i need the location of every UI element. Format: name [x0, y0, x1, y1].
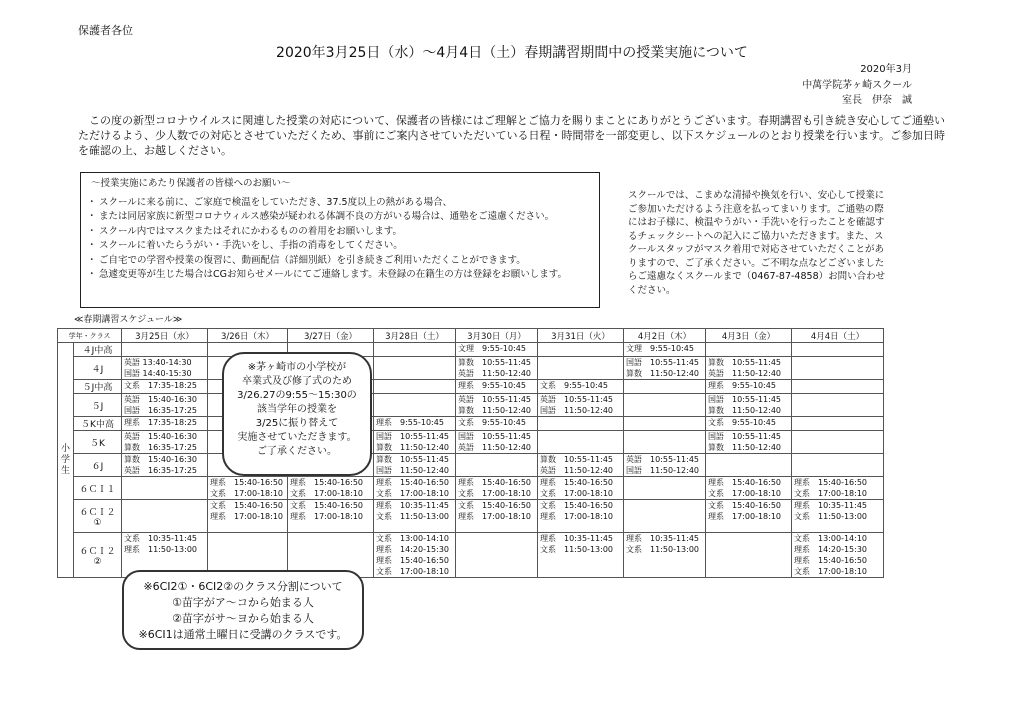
table-row [58, 500, 884, 533]
table-cell [374, 477, 456, 500]
lesson-entry: 文系 17:00-18:10 [540, 489, 614, 498]
lesson-entry: 国語 16:35-17:25 [124, 406, 198, 415]
table-header: 3/26日（木） [208, 329, 288, 343]
table-cell [122, 431, 208, 454]
grade-cell: ４J [74, 357, 122, 380]
table-cell [374, 357, 456, 380]
table-cell [374, 394, 456, 417]
lesson-entry: 文系 17:00-18:10 [290, 489, 364, 498]
lesson-entry: 国語 10:55-11:45 [626, 358, 700, 367]
schedule-label: ≪春期講習スケジュール≫ [74, 315, 183, 325]
table-cell [792, 500, 884, 533]
table-cell [792, 394, 884, 417]
table-cell [624, 533, 706, 578]
intro-paragraph: この度の新型コロナウイルスに関連した授業の対応について、保護者の皆様にはご理解とご協力を賜りまことにありがとうございます。春期講習も引き続き安心してご通塾いただけるよう、少人数での対応とさせていただくため、事前にご案内させていただいている日程・時間帯を一部変更し、以下スケジュールのとおり授業を行います。ご参加日時を確認の上、お越しください。 [78, 114, 946, 157]
lesson-entry: 理系 15:40-16:50 [540, 478, 614, 487]
lesson-entry: 理系 17:00-18:10 [708, 512, 782, 521]
lesson-entry: 英語 11:50-12:40 [458, 369, 532, 378]
lesson-entry: 文系 9:55-10:45 [458, 418, 526, 427]
table-cell [374, 417, 456, 431]
lesson-entry: 理系 9:55-10:45 [458, 381, 526, 390]
table-cell [706, 343, 792, 357]
table-cell [706, 394, 792, 417]
lesson-entry: 英語 11:50-12:40 [540, 466, 614, 475]
lesson-entry: 英語 11:50-12:40 [458, 443, 532, 452]
table-cell [456, 417, 538, 431]
table-cell [456, 477, 538, 500]
table-cell [706, 380, 792, 394]
lesson-entry: 英語 10:55-11:45 [458, 395, 532, 404]
lesson-entry: 理系 15:40-16:50 [376, 478, 450, 487]
table-cell [208, 477, 288, 500]
table-cell [456, 533, 538, 578]
lesson-entry: 文系 9:55-10:45 [540, 381, 608, 390]
lesson-entry: 国語 11:50-12:40 [376, 466, 450, 475]
callout-bubble-bottom [122, 570, 364, 650]
table-cell [706, 417, 792, 431]
lesson-entry: 文系 13:00-14:10 [376, 534, 450, 543]
table-cell [374, 454, 456, 477]
lesson-entry: 文系 11:50-13:00 [376, 512, 450, 521]
lesson-entry: 英語 15:40-16:30 [124, 432, 198, 441]
table-header: 3月28日（土） [374, 329, 456, 343]
notice-box [80, 172, 600, 308]
lesson-entry: 文理 9:55-10:45 [626, 344, 694, 353]
lesson-entry: 国語 10:55-11:45 [708, 432, 782, 441]
lesson-entry: 文系 9:55-10:45 [708, 418, 776, 427]
table-header-row [58, 329, 884, 343]
table-cell [122, 357, 208, 380]
table-cell [122, 454, 208, 477]
table-header: 4月3日（金） [706, 329, 792, 343]
lesson-entry: 英語 13:40-14:30 [124, 358, 192, 367]
table-cell [624, 357, 706, 380]
lesson-entry: 文系 15:40-16:50 [708, 501, 782, 510]
table-cell [624, 380, 706, 394]
table-cell [456, 343, 538, 357]
lesson-entry: 理系 15:40-16:50 [708, 478, 782, 487]
lesson-entry: 国語 10:55-11:45 [708, 395, 782, 404]
lesson-entry: 理系 9:55-10:45 [708, 381, 776, 390]
table-header: 3月31日（火） [538, 329, 624, 343]
lesson-entry: 文系 11:50-13:00 [626, 545, 700, 554]
grade-cell: ６ＣＩ１ [74, 477, 122, 500]
page-title: 2020年3月25日（水）～4月4日（土）春期講習期間中の授業実施について [276, 45, 748, 61]
table-cell [792, 454, 884, 477]
table-cell [792, 533, 884, 578]
table-cell [538, 357, 624, 380]
lesson-entry: 理系 15:40-16:50 [290, 478, 364, 487]
callout-line: ※6CI2①・6CI2②のクラス分割について [143, 580, 343, 593]
lesson-entry: 英語 15:40-16:30 [124, 395, 198, 404]
table-row [58, 380, 884, 394]
grade-cell: ５J [74, 394, 122, 417]
table-cell [122, 477, 208, 500]
notice-item: ・ スクールに着いたらうがい・手洗いをし、手指の消毒をしてください。 [89, 239, 591, 254]
lesson-entry: 文系 17:00-18:10 [376, 567, 450, 576]
table-cell [122, 343, 208, 357]
table-cell [374, 533, 456, 578]
table-cell [538, 343, 624, 357]
lesson-entry: 理系 15:40-16:50 [794, 478, 868, 487]
table-header: 学年・クラス [58, 329, 122, 343]
lesson-entry: 理系 14:20-15:30 [376, 545, 450, 554]
lesson-entry: 算数 10:55-11:45 [708, 358, 782, 367]
table-cell [288, 477, 374, 500]
lesson-entry: 理系 17:35-18:25 [124, 418, 198, 427]
table-cell [456, 431, 538, 454]
lesson-entry: 英語 11:50-12:40 [708, 369, 782, 378]
table-cell [538, 431, 624, 454]
lesson-entry: 理系 9:55-10:45 [376, 418, 444, 427]
lesson-entry: 算数 11:50-12:40 [626, 369, 700, 378]
table-cell [122, 500, 208, 533]
schedule-table [57, 328, 884, 578]
table-cell [706, 477, 792, 500]
notice-item: ・ ご自宅での学習や授業の復習に、動画配信（詳細別紙）を引き続きご利用いただくことができます。 [89, 254, 591, 269]
grade-cell: ５J中高 [74, 380, 122, 394]
table-header: 3月30日（月） [456, 329, 538, 343]
lesson-entry: 算数 10:55-11:45 [458, 358, 532, 367]
right-note: スクールでは、こまめな清掃や換気を行い、安心して授業にご参加いただけるよう注意を払ってまいります。ご通塾の際にはお子様に、検温やうがい・手洗いを行ったことを確認するチェックシートへの記入にご協力いただきます。また、スクールスタッフがマスク着用で対応させていただくことがありますので、ご了承ください。ご不明な点などございましたらご遠慮なくスクールまで（0467-87-4858）お問い合わせください。 [628, 190, 886, 296]
table-row [58, 343, 884, 357]
table-cell [792, 357, 884, 380]
callout-line: ①苗字がア～コから始まる人 [172, 596, 314, 609]
grade-cell: ５K中高 [74, 417, 122, 431]
lesson-entry: 文系 15:40-16:50 [540, 501, 614, 510]
table-cell [792, 417, 884, 431]
table-row [58, 357, 884, 380]
table-cell [288, 500, 374, 533]
grade-cell: ４J中高 [74, 343, 122, 357]
callout-line: 3/26.27の9:55～15:30の [237, 390, 357, 401]
lesson-entry: 理系 15:40-16:50 [794, 556, 868, 565]
notice-item: ・ スクールに来る前に、ご家庭で検温をしていただき、37.5度以上の熱がある場合、 [89, 196, 591, 211]
table-cell [456, 357, 538, 380]
lesson-entry: 算数 11:50-12:40 [458, 406, 532, 415]
table-cell [706, 357, 792, 380]
grade-cell: ６J [74, 454, 122, 477]
table-cell [122, 380, 208, 394]
notice-item: ・ 急遽変更等が生じた場合はCGお知らせメールにてご連絡します。未登録の在籍生の方は登録をお願いします。 [89, 268, 591, 283]
table-header: 4月4日（土） [792, 329, 884, 343]
table-header: 3月25日（水） [122, 329, 208, 343]
lesson-entry: 文系 17:35-18:25 [124, 381, 198, 390]
table-cell [538, 394, 624, 417]
table-row [58, 477, 884, 500]
lesson-entry: 理系 10:35-11:45 [376, 501, 450, 510]
signer-name: 室長 伊奈 誠 [842, 95, 912, 106]
table-cell [792, 380, 884, 394]
table-cell [208, 500, 288, 533]
lesson-entry: 文系 15:40-16:50 [210, 501, 284, 510]
callout-line: ②苗字がサ～ヨから始まる人 [172, 612, 314, 625]
lesson-entry: 算数 10:55-11:45 [376, 455, 450, 464]
table-cell [538, 417, 624, 431]
grade-cell: ６ＣＩ２ ② [74, 533, 122, 578]
notice-item: ・ スクール内ではマスクまたはそれにかわるものの着用をお願いします。 [89, 225, 591, 240]
lesson-entry: 文系 17:00-18:10 [794, 567, 868, 576]
lesson-entry: 算数 11:50-12:40 [708, 443, 782, 452]
table-row [58, 394, 884, 417]
lesson-entry: 文理 9:55-10:45 [458, 344, 526, 353]
table-cell [624, 477, 706, 500]
lesson-entry: 文系 17:00-18:10 [794, 489, 868, 498]
lesson-entry: 算数 10:55-11:45 [540, 455, 614, 464]
lesson-entry: 理系 14:20-15:30 [794, 545, 868, 554]
table-cell [456, 454, 538, 477]
table-cell [624, 417, 706, 431]
table-cell [792, 477, 884, 500]
lesson-entry: 理系 17:00-18:10 [290, 512, 364, 521]
lesson-entry: 理系 15:40-16:50 [376, 556, 450, 565]
callout-line: 実施させていただきます。 [237, 432, 357, 443]
lesson-entry: 文系 10:35-11:45 [124, 534, 198, 543]
table-cell [624, 500, 706, 533]
lesson-entry: 理系 10:35-11:45 [540, 534, 614, 543]
table-cell [538, 454, 624, 477]
table-row [58, 431, 884, 454]
table-cell [456, 394, 538, 417]
lesson-entry: 文系 13:00-14:10 [794, 534, 868, 543]
callout-line: 3/25に振り替えて [255, 418, 339, 429]
table-cell [538, 380, 624, 394]
table-cell [122, 417, 208, 431]
table-cell [538, 477, 624, 500]
lesson-entry: 算数 15:40-16:30 [124, 455, 198, 464]
callout-line: 卒業式及び修了式のため [242, 376, 352, 387]
table-cell [538, 533, 624, 578]
table-cell [706, 533, 792, 578]
lesson-entry: 文系 17:00-18:10 [708, 489, 782, 498]
table-header: 4月2日（木） [624, 329, 706, 343]
grade-cell: ５K [74, 431, 122, 454]
lesson-entry: 英語 16:35-17:25 [124, 466, 198, 475]
grade-cell: ６ＣＩ２ ① [74, 500, 122, 533]
side-label: 小学生 [58, 343, 74, 578]
lesson-entry: 理系 15:40-16:50 [458, 478, 532, 487]
lesson-entry: 国語 11:50-12:40 [540, 406, 614, 415]
table-cell [456, 380, 538, 394]
table-row [58, 454, 884, 477]
callout-line: 該当学年の授業を [257, 404, 337, 415]
callout-line: ※6CI1は通常土曜日に受講のクラスです。 [138, 628, 348, 641]
lesson-entry: 算数 11:50-12:40 [376, 443, 450, 452]
lesson-entry: 文系 17:00-18:10 [458, 489, 532, 498]
notice-heading: ～授業実施にあたり保護者の皆様へのお願い～ [91, 178, 291, 189]
table-row [58, 417, 884, 431]
table-cell [706, 500, 792, 533]
table-header: 3/27日（金） [288, 329, 374, 343]
lesson-entry: 国語 10:55-11:45 [458, 432, 532, 441]
lesson-entry: 理系 17:00-18:10 [540, 512, 614, 521]
lesson-entry: 算数 16:35-17:25 [124, 443, 198, 452]
lesson-entry: 文系 15:40-16:50 [458, 501, 532, 510]
lesson-entry: 英語 10:55-11:45 [540, 395, 614, 404]
issue-date: 2020年3月 [860, 64, 912, 75]
table-cell [122, 394, 208, 417]
lesson-entry: 文系 11:50-13:00 [794, 512, 868, 521]
lesson-entry: 文系 17:00-18:10 [210, 489, 284, 498]
table-cell [374, 500, 456, 533]
table-cell [706, 454, 792, 477]
table-cell [374, 380, 456, 394]
organization-name: 中萬学院茅ヶ崎スクール [802, 80, 912, 91]
callout-line: ご了承ください。 [257, 446, 337, 457]
table-cell [624, 343, 706, 357]
table-cell [374, 431, 456, 454]
lesson-entry: 英語 10:55-11:45 [626, 455, 700, 464]
addressee: 保護者各位 [78, 24, 133, 37]
table-cell [456, 500, 538, 533]
lesson-entry: 国語 14:40-15:30 [124, 369, 192, 378]
table-cell [538, 500, 624, 533]
lesson-entry: 国語 11:50-12:40 [626, 466, 700, 475]
lesson-entry: 理系 15:40-16:50 [210, 478, 284, 487]
table-cell [624, 454, 706, 477]
lesson-entry: 理系 17:00-18:10 [210, 512, 284, 521]
lesson-entry: 理系 11:50-13:00 [124, 545, 198, 554]
table-cell [624, 431, 706, 454]
table-cell [706, 431, 792, 454]
lesson-entry: 文系 15:40-16:50 [290, 501, 364, 510]
lesson-entry: 理系 17:00-18:10 [458, 512, 532, 521]
table-cell [624, 394, 706, 417]
callout-line: ※茅ヶ崎市の小学校が [247, 362, 347, 373]
lesson-entry: 文系 11:50-13:00 [540, 545, 614, 554]
callout-bubble-top [222, 352, 372, 476]
lesson-entry: 算数 11:50-12:40 [708, 406, 782, 415]
table-cell [374, 343, 456, 357]
table-cell [792, 431, 884, 454]
lesson-entry: 理系 10:35-11:45 [794, 501, 868, 510]
notice-item: ・ または同居家族に新型コロナウィルス感染が疑われる体調不良の方がいる場合は、通塾をご遠慮ください。 [89, 210, 591, 225]
lesson-entry: 理系 10:35-11:45 [626, 534, 700, 543]
lesson-entry: 国語 10:55-11:45 [376, 432, 450, 441]
lesson-entry: 文系 17:00-18:10 [376, 489, 450, 498]
notice-list [89, 196, 591, 283]
table-cell [792, 343, 884, 357]
